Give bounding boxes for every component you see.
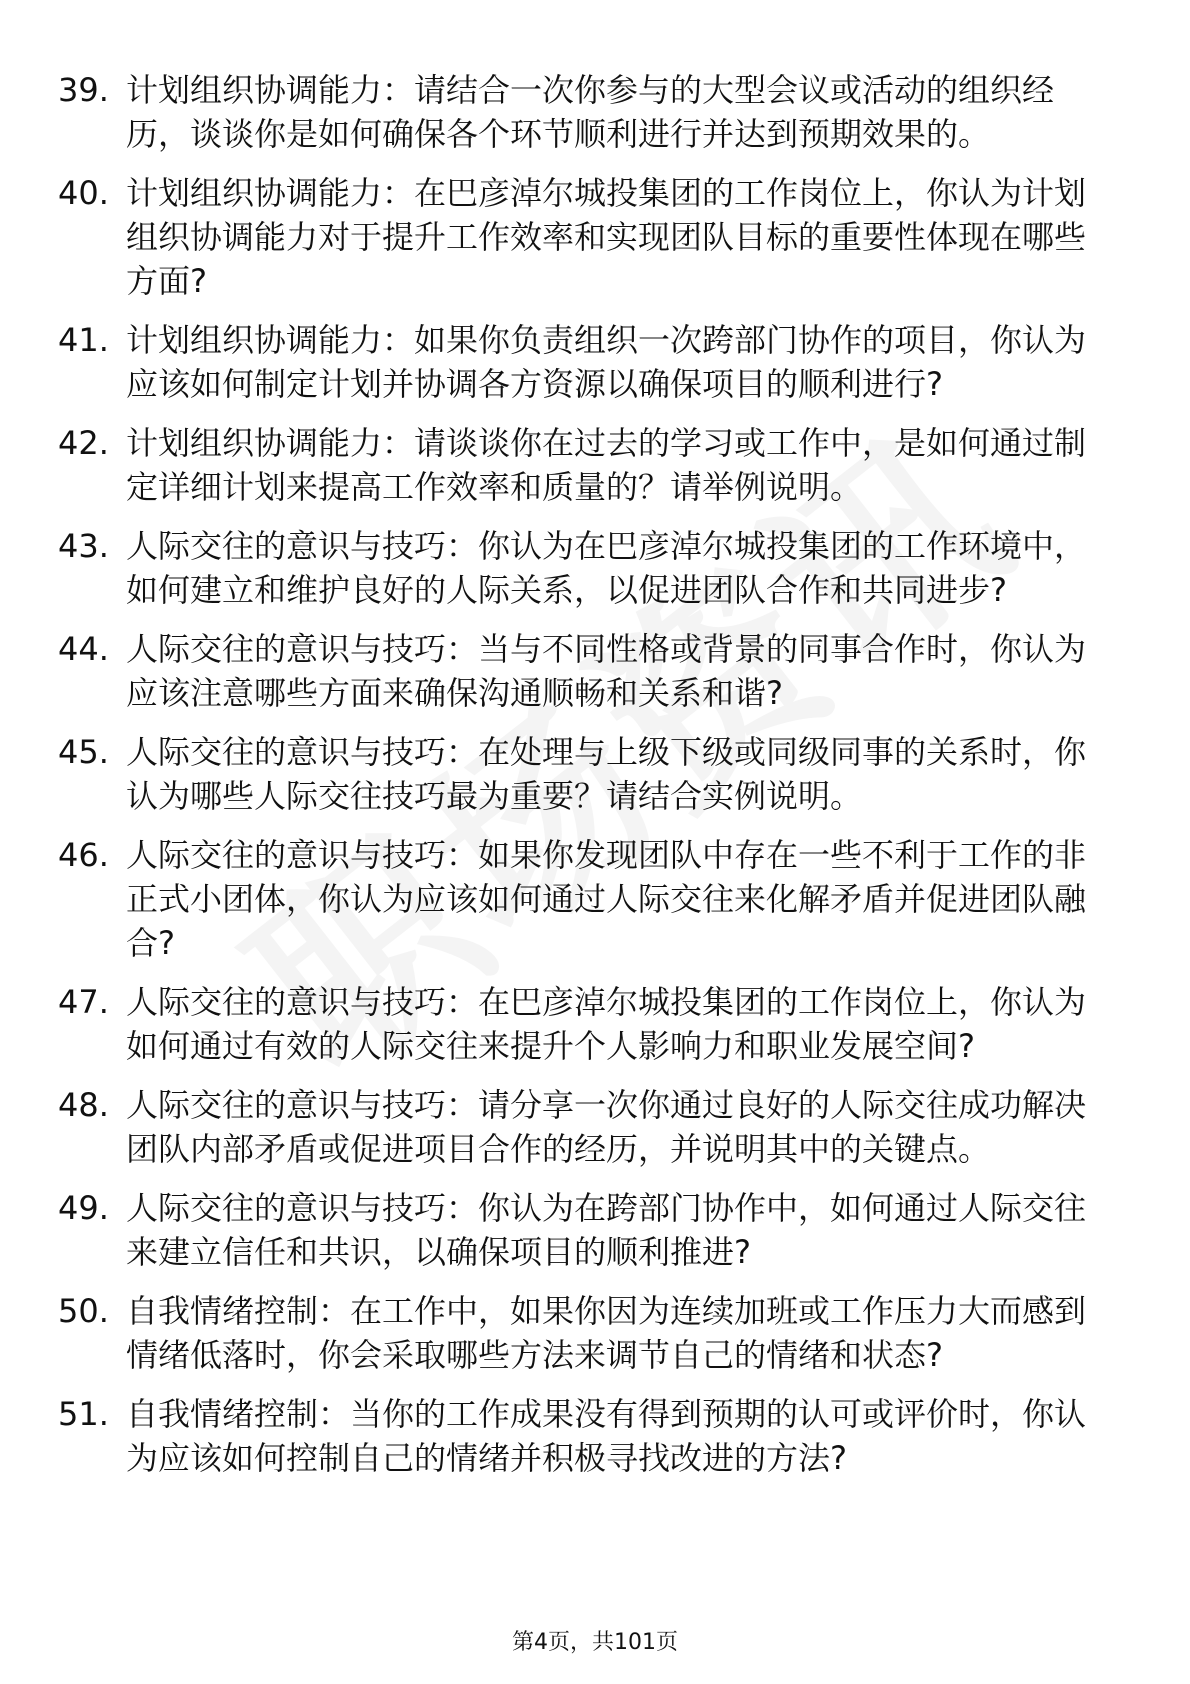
question-text: 计划组织协调能力：请结合一次你参与的大型会议或活动的组织经历，谈谈你是如何确保各个环节顺利进行并达到预期效果的。 — [126, 71, 1055, 153]
question-text: 计划组织协调能力：请谈谈你在过去的学习或工作中，是如何通过制定详细计划来提高工作效率和质量的？请举例说明。 — [126, 424, 1087, 506]
question-text: 自我情绪控制：当你的工作成果没有得到预期的认可或评价时，你认为应该如何控制自己的情绪并积极寻找改进的方法? — [126, 1395, 1087, 1477]
question-number: 45. — [58, 733, 109, 771]
question-item — [58, 171, 1114, 303]
question-number: 44. — [58, 630, 109, 668]
question-item — [58, 730, 1114, 818]
page-number-label: 第4页，共101页 — [512, 1630, 678, 1655]
question-list — [58, 68, 1114, 1495]
page-footer — [0, 1628, 1190, 1658]
question-item — [58, 1186, 1114, 1274]
question-number: 41. — [58, 321, 109, 359]
question-number: 46. — [58, 836, 109, 874]
question-text: 人际交往的意识与技巧：请分享一次你通过良好的人际交往成功解决团队内部矛盾或促进项目合作的经历，并说明其中的关键点。 — [126, 1086, 1087, 1168]
question-item — [58, 318, 1114, 406]
question-item — [58, 833, 1114, 965]
question-item — [58, 68, 1114, 156]
question-number: 42. — [58, 424, 109, 462]
question-text: 人际交往的意识与技巧：你认为在巴彦淖尔城投集团的工作环境中，如何建立和维护良好的人际关系，以促进团队合作和共同进步? — [126, 527, 1087, 609]
question-text: 计划组织协调能力：在巴彦淖尔城投集团的工作岗位上，你认为计划组织协调能力对于提升工作效率和实现团队目标的重要性体现在哪些方面? — [126, 174, 1087, 300]
question-text: 自我情绪控制：在工作中，如果你因为连续加班或工作压力大而感到情绪低落时，你会采取哪些方法来调节自己的情绪和状态? — [126, 1292, 1087, 1374]
question-number: 50. — [58, 1292, 109, 1330]
question-item — [58, 1083, 1114, 1171]
question-number: 51. — [58, 1395, 109, 1433]
question-number: 40. — [58, 174, 109, 212]
question-item — [58, 1392, 1114, 1480]
question-text: 计划组织协调能力：如果你负责组织一次跨部门协作的项目，你认为应该如何制定计划并协调各方资源以确保项目的顺利进行? — [126, 321, 1087, 403]
question-item — [58, 627, 1114, 715]
question-item — [58, 1289, 1114, 1377]
question-number: 48. — [58, 1086, 109, 1124]
question-text: 人际交往的意识与技巧：你认为在跨部门协作中，如何通过人际交往来建立信任和共识，以确保项目的顺利推进? — [126, 1189, 1087, 1271]
question-number: 49. — [58, 1189, 109, 1227]
question-item — [58, 524, 1114, 612]
question-number: 43. — [58, 527, 109, 565]
question-text: 人际交往的意识与技巧：当与不同性格或背景的同事合作时，你认为应该注意哪些方面来确保沟通顺畅和关系和谐? — [126, 630, 1087, 712]
question-item — [58, 421, 1114, 509]
question-text: 人际交往的意识与技巧：在处理与上级下级或同级同事的关系时，你认为哪些人际交往技巧最为重要？请结合实例说明。 — [126, 733, 1087, 815]
question-text: 人际交往的意识与技巧：在巴彦淖尔城投集团的工作岗位上，你认为如何通过有效的人际交往来提升个人影响力和职业发展空间? — [126, 983, 1087, 1065]
question-text: 人际交往的意识与技巧：如果你发现团队中存在一些不利于工作的非正式小团体，你认为应该如何通过人际交往来化解矛盾并促进团队融合? — [126, 836, 1087, 962]
question-item — [58, 980, 1114, 1068]
question-number: 39. — [58, 71, 109, 109]
question-number: 47. — [58, 983, 109, 1021]
